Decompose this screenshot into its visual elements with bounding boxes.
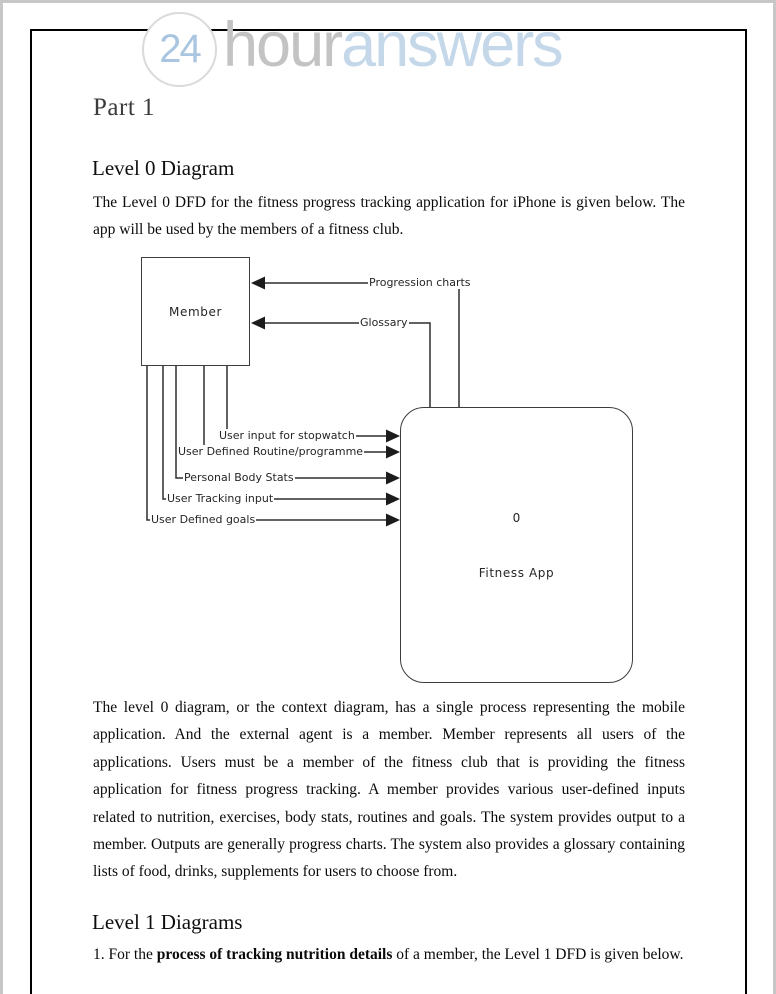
flow-label-user-tracking-input: User Tracking input xyxy=(167,492,274,505)
level0-heading: Level 0 Diagram xyxy=(92,156,235,180)
logo-word-hour: hour xyxy=(223,10,342,80)
level1-item-paragraph xyxy=(93,941,685,968)
logo-24-circle-icon xyxy=(142,12,217,87)
flow-label-glossary: Glossary xyxy=(360,316,408,329)
level1-item-suffix: of a member, the Level 1 DFD is given below. xyxy=(392,946,684,963)
logo-word-answers: answers xyxy=(341,10,562,80)
window-edge-top xyxy=(0,0,776,3)
level0-intro-paragraph: The Level 0 DFD for the fitness progress tracking application for iPhone is given below. The app will be used by the members of a fitness club. xyxy=(93,194,685,239)
logo-circle-text: 24 xyxy=(159,27,200,71)
flow-label-user-defined-goals: User Defined goals xyxy=(151,513,256,526)
flow-label-user-input-stopwatch: User input for stopwatch xyxy=(219,429,355,442)
window-edge-left xyxy=(0,0,3,994)
level1-heading: Level 1 Diagrams xyxy=(92,910,243,934)
level0-body-paragraph: The level 0 diagram, or the context diagram, has a single process representing the mobile application. And the external agent is a member. Member represents all users of the applications. Users must be a member of the fitness club that is providing the fitness application for fitness progress tracking. A member provides various user-defined inputs related to nutrition, exercises, body stats, routines and goals. The system provides output to a member. Outputs are generally progress charts. The system also provides a glossary containing lists of food, drinks, supplements for users to choose from. xyxy=(93,699,685,881)
entity-member-label: Member xyxy=(169,304,222,319)
flow-label-user-defined-routine: User Defined Routine/programme xyxy=(178,445,364,458)
logo-wordmark xyxy=(223,10,562,80)
process-name-label: Fitness App xyxy=(478,566,555,580)
level1-item-bold: process of tracking nutrition details xyxy=(156,946,393,963)
flow-label-progression-charts: Progression charts xyxy=(369,276,471,289)
flow-label-personal-body-stats: Personal Body Stats xyxy=(184,471,294,484)
process-number: 0 xyxy=(512,511,521,525)
part-title: Part 1 xyxy=(93,94,156,121)
level1-item-prefix: 1. For the xyxy=(93,946,157,963)
